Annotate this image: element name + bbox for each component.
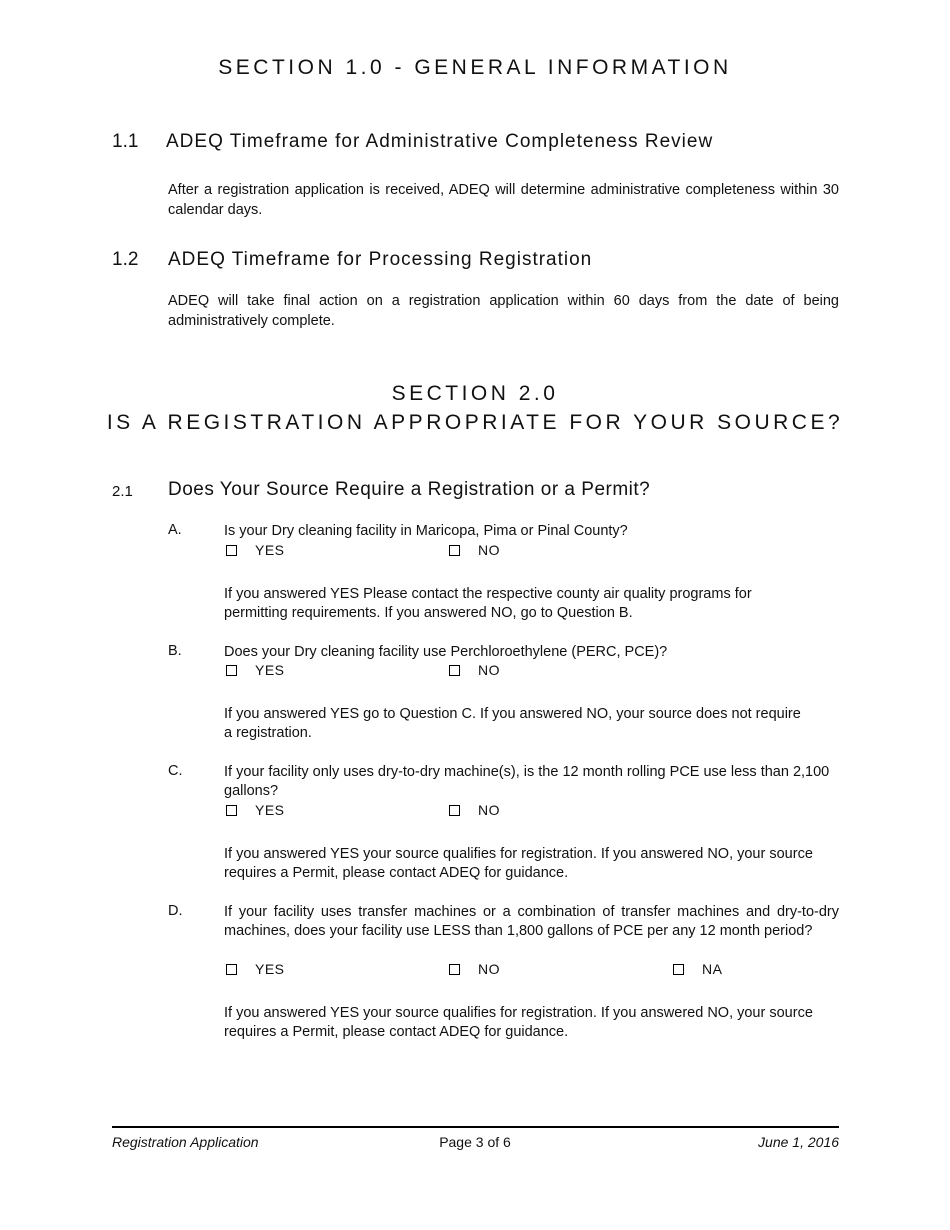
question-c-yes-checkbox[interactable] [226,805,237,816]
section-1-title: SECTION 1.0 - GENERAL INFORMATION [218,56,732,79]
question-b-no-label: NO [478,662,500,678]
question-b-yes-checkbox[interactable] [226,665,237,676]
question-d-no-label: NO [478,961,500,977]
item-1-2-number: 1.2 [112,249,139,270]
question-d-yes-option[interactable] [226,961,285,977]
footer-date: June 1, 2016 [758,1134,839,1150]
item-1-1-number: 1.1 [112,131,139,152]
question-d-text: If your facility uses transfer machines or a combination of transfer machines and dry-to-dry machines, does your facility use LESS than 1,800 gallons of PCE per any 12 month period? [224,904,839,939]
question-a-yes-checkbox[interactable] [226,545,237,556]
item-1-2-heading: ADEQ Timeframe for Processing Registration [168,249,593,270]
question-a-letter: A. [168,522,182,538]
footer-document-name: Registration Application [112,1134,259,1150]
question-c-yes-label: YES [255,802,285,818]
question-c-no-checkbox[interactable] [449,805,460,816]
question-c-letter: C. [168,763,183,779]
item-1-1-text: After a registration application is received, ADEQ will determine administrative completeness within 30 calendar days. [168,182,839,218]
section-2-title: SECTION 2.0 [391,382,559,405]
question-a-no-checkbox[interactable] [449,545,460,556]
question-d-yes-label: YES [255,961,285,977]
question-b-letter: B. [168,643,182,659]
question-d-na-option[interactable] [673,961,722,977]
question-a-no-label: NO [478,542,500,558]
item-2-1-number: 2.1 [112,483,133,500]
question-c-text: If your facility only uses dry-to-dry machine(s), is the 12 month rolling PCE use less than 2,100 gallons? [224,764,830,799]
question-d-no-option[interactable] [449,961,500,977]
question-d-na-label: NA [702,961,723,977]
question-b-note: If you answered YES go to Question C. If you answered NO, your source does not require a registration. [224,706,801,741]
question-b-yes-label: YES [255,662,285,678]
question-d-note: If you answered YES your source qualifies for registration. If you answered NO, your source requires a Permit, please contact ADEQ for guidance. [224,1005,813,1040]
item-1-1-heading: ADEQ Timeframe for Administrative Completeness Review [166,131,714,152]
item-2-1-heading: Does Your Source Require a Registration or a Permit? [168,479,651,500]
question-a-no-option[interactable] [449,542,500,558]
footer-page-number: Page 3 of 6 [439,1134,511,1150]
question-d-no-checkbox[interactable] [449,964,460,975]
question-a-yes-option[interactable] [226,542,285,558]
question-a-note: If you answered YES Please contact the respective county air quality programs for permitting requirements. If you answered NO, go to Question B. [224,586,752,621]
question-b-yes-option[interactable] [226,662,285,678]
question-b-no-option[interactable] [449,662,500,678]
question-b-text: Does your Dry cleaning facility use Perchloroethylene (PERC, PCE)? [224,644,668,660]
question-b-no-checkbox[interactable] [449,665,460,676]
footer-divider [112,1126,839,1128]
question-c-no-option[interactable] [449,802,500,818]
question-c-no-label: NO [478,802,500,818]
question-d-na-checkbox[interactable] [673,964,684,975]
question-a-text: Is your Dry cleaning facility in Maricopa, Pima or Pinal County? [224,523,628,539]
section-2-subtitle: IS A REGISTRATION APPROPRIATE FOR YOUR SOURCE? [106,411,844,434]
question-c-note: If you answered YES your source qualifies for registration. If you answered NO, your source requires a Permit, please contact ADEQ for guidance. [224,846,813,881]
question-a-yes-label: YES [255,542,285,558]
question-d-letter: D. [168,903,183,919]
question-c-yes-option[interactable] [226,802,285,818]
item-1-2-text: ADEQ will take final action on a registration application within 60 days from the date of being administratively complete. [168,293,839,329]
question-d-yes-checkbox[interactable] [226,964,237,975]
